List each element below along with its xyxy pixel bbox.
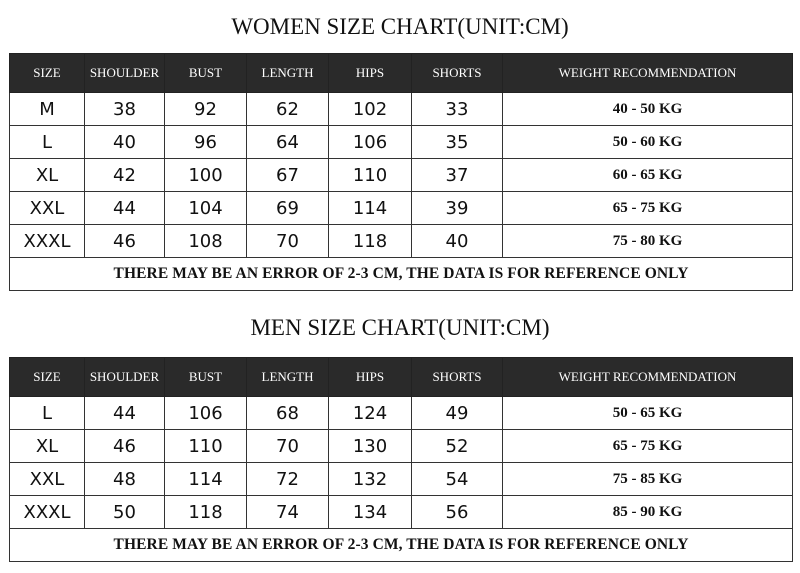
cell-bust: 118 (165, 496, 247, 529)
women-size-table (9, 53, 793, 291)
cell-shoulder: 40 (85, 126, 165, 159)
cell-shorts: 40 (412, 225, 503, 258)
table-header-row (10, 54, 793, 93)
header-shoulder: SHOULDER (85, 358, 165, 397)
cell-hips: 132 (329, 463, 412, 496)
header-hips: HIPS (329, 54, 412, 93)
cell-shoulder: 46 (85, 430, 165, 463)
cell-size: L (10, 126, 85, 159)
header-shorts: SHORTS (412, 358, 503, 397)
cell-shorts: 54 (412, 463, 503, 496)
cell-bust: 108 (165, 225, 247, 258)
cell-shoulder: 38 (85, 93, 165, 126)
header-shorts: SHORTS (412, 54, 503, 93)
table-row (10, 397, 793, 430)
cell-shoulder: 44 (85, 397, 165, 430)
cell-bust: 96 (165, 126, 247, 159)
cell-hips: 110 (329, 159, 412, 192)
table-row (10, 430, 793, 463)
cell-shorts: 52 (412, 430, 503, 463)
header-size: SIZE (10, 54, 85, 93)
cell-shorts: 35 (412, 126, 503, 159)
cell-weight: 85 - 90 KG (503, 496, 793, 529)
header-size: SIZE (10, 358, 85, 397)
cell-hips: 124 (329, 397, 412, 430)
header-weight: WEIGHT RECOMMENDATION (503, 54, 793, 93)
cell-weight: 75 - 85 KG (503, 463, 793, 496)
header-shoulder: SHOULDER (85, 54, 165, 93)
cell-weight: 65 - 75 KG (503, 192, 793, 225)
header-bust: BUST (165, 358, 247, 397)
cell-length: 64 (247, 126, 329, 159)
header-hips: HIPS (329, 358, 412, 397)
cell-hips: 118 (329, 225, 412, 258)
cell-length: 74 (247, 496, 329, 529)
header-length: LENGTH (247, 358, 329, 397)
cell-weight: 75 - 80 KG (503, 225, 793, 258)
men-chart-title: MEN SIZE CHART(UNIT:CM) (250, 315, 550, 340)
cell-shorts: 39 (412, 192, 503, 225)
cell-weight: 60 - 65 KG (503, 159, 793, 192)
cell-length: 69 (247, 192, 329, 225)
note-row (10, 258, 793, 291)
cell-hips: 114 (329, 192, 412, 225)
cell-length: 72 (247, 463, 329, 496)
cell-length: 67 (247, 159, 329, 192)
cell-bust: 92 (165, 93, 247, 126)
cell-size: XXXL (10, 225, 85, 258)
cell-shoulder: 44 (85, 192, 165, 225)
cell-bust: 114 (165, 463, 247, 496)
table-row (10, 463, 793, 496)
cell-size: M (10, 93, 85, 126)
cell-shorts: 33 (412, 93, 503, 126)
cell-shoulder: 50 (85, 496, 165, 529)
table-row (10, 496, 793, 529)
cell-hips: 102 (329, 93, 412, 126)
cell-weight: 40 - 50 KG (503, 93, 793, 126)
cell-size: XXL (10, 192, 85, 225)
cell-weight: 50 - 65 KG (503, 397, 793, 430)
cell-weight: 50 - 60 KG (503, 126, 793, 159)
cell-shorts: 37 (412, 159, 503, 192)
cell-shorts: 49 (412, 397, 503, 430)
cell-shoulder: 46 (85, 225, 165, 258)
cell-size: L (10, 397, 85, 430)
table-row (10, 93, 793, 126)
cell-shoulder: 48 (85, 463, 165, 496)
cell-length: 70 (247, 430, 329, 463)
cell-bust: 106 (165, 397, 247, 430)
cell-hips: 134 (329, 496, 412, 529)
men-size-table (9, 357, 793, 562)
cell-size: XL (10, 159, 85, 192)
header-length: LENGTH (247, 54, 329, 93)
disclaimer-note: THERE MAY BE AN ERROR OF 2-3 CM, THE DATA IS FOR REFERENCE ONLY (10, 258, 793, 291)
cell-size: XXL (10, 463, 85, 496)
table-row (10, 192, 793, 225)
cell-bust: 110 (165, 430, 247, 463)
table-row (10, 126, 793, 159)
cell-weight: 65 - 75 KG (503, 430, 793, 463)
cell-shorts: 56 (412, 496, 503, 529)
note-row (10, 529, 793, 562)
cell-shoulder: 42 (85, 159, 165, 192)
cell-bust: 104 (165, 192, 247, 225)
cell-hips: 106 (329, 126, 412, 159)
cell-bust: 100 (165, 159, 247, 192)
cell-length: 68 (247, 397, 329, 430)
disclaimer-note: THERE MAY BE AN ERROR OF 2-3 CM, THE DATA IS FOR REFERENCE ONLY (10, 529, 793, 562)
table-header-row (10, 358, 793, 397)
table-row (10, 225, 793, 258)
header-weight: WEIGHT RECOMMENDATION (503, 358, 793, 397)
cell-size: XL (10, 430, 85, 463)
header-bust: BUST (165, 54, 247, 93)
cell-hips: 130 (329, 430, 412, 463)
women-chart-title: WOMEN SIZE CHART(UNIT:CM) (231, 14, 569, 39)
cell-length: 70 (247, 225, 329, 258)
cell-size: XXXL (10, 496, 85, 529)
cell-length: 62 (247, 93, 329, 126)
table-row (10, 159, 793, 192)
